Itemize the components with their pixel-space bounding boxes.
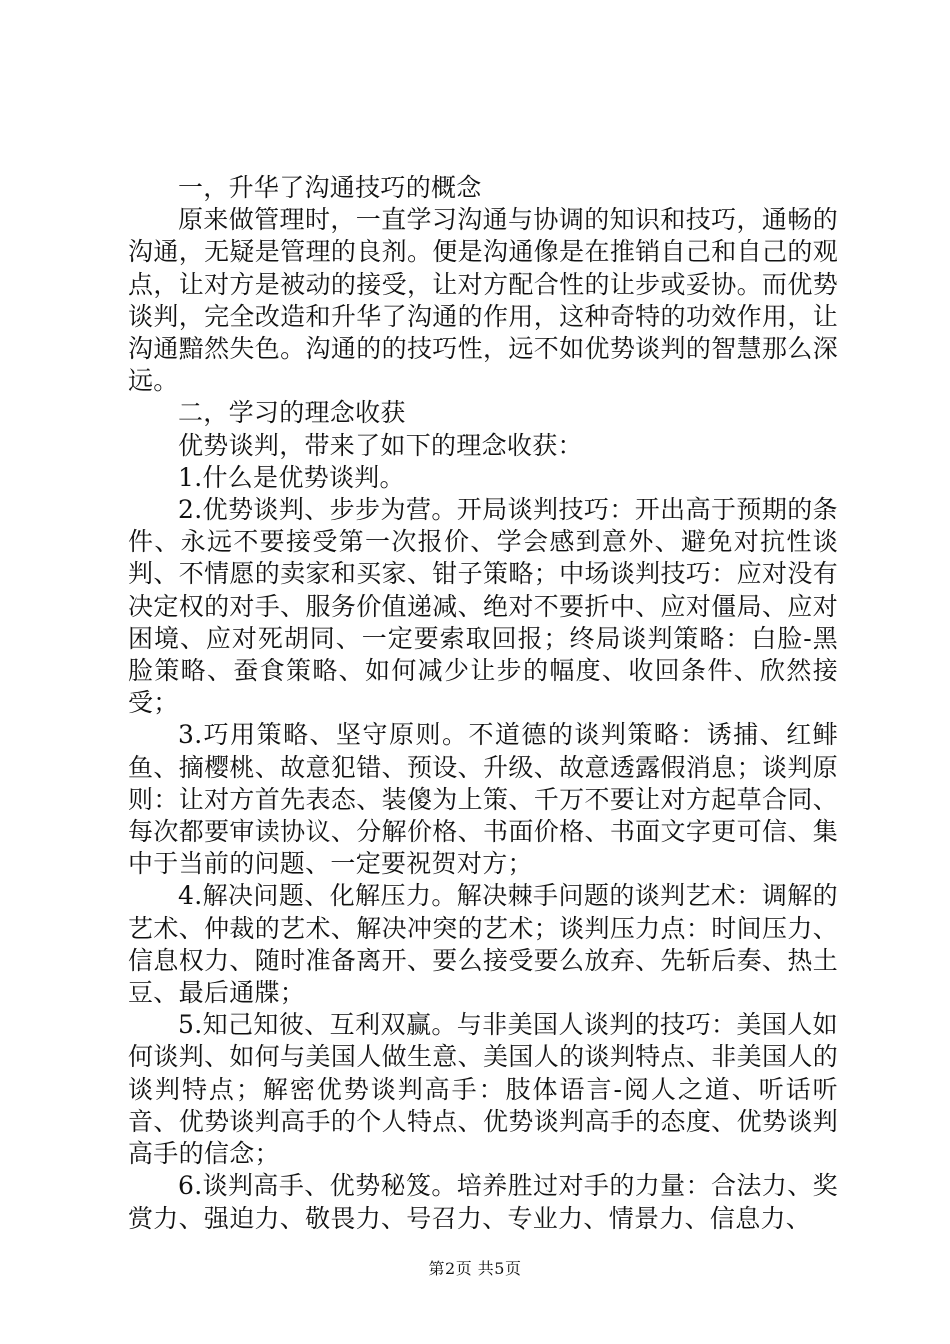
list-item-2: 2.优势谈判、步步为营。开局谈判技巧：开出高于预期的条件、永远不要接受第一次报价、学会感到意外、避免对抗性谈判、不情愿的卖家和买家、钳子策略；中场谈判技巧：应对没有决定权的对手、服务价值递减、绝对不要折中、应对僵局、应对困境、应对死胡同、一定要索取回报；终局谈判策略：白脸-黑脸策略、蚕食策略、如何减少让步的幅度、收回条件、欣然接受； <box>128 495 838 718</box>
body-paragraph: 原来做管理时，一直学习沟通与协调的知识和技巧，通畅的沟通，无疑是管理的良剂。便是沟通像是在推销自己和自己的观点，让对方是被动的接受，让对方配合性的让步或妥协。而优势谈判，完全改造和升华了沟通的作用，这种奇特的功效作用，让沟通黯然失色。沟通的的技巧性，远不如优势谈判的智慧那么深远。 <box>128 205 838 396</box>
page-number-footer: 第2页 共5页 <box>428 1259 522 1278</box>
list-item-6: 6.谈判高手、优势秘笈。培养胜过对手的力量：合法力、奖赏力、强迫力、敬畏力、号召力、专业力、情景力、信息力、 <box>128 1171 838 1233</box>
section-heading-1: 一，升华了沟通技巧的概念 <box>178 173 482 202</box>
body-paragraph: 优势谈判，带来了如下的理念收获： <box>178 430 583 460</box>
section-heading-2: 二，学习的理念收获 <box>178 398 406 428</box>
list-item-4: 4.解决问题、化解压力。解决棘手问题的谈判艺术：调解的艺术、仲裁的艺术、解决冲突的艺术；谈判压力点：时间压力、信息权力、随时准备离开、要么接受要么放弃、先斩后奏、热土豆、最后通牒； <box>128 881 838 1008</box>
list-item-3: 3.巧用策略、坚守原则。不道德的谈判策略：诱捕、红鲱鱼、摘樱桃、故意犯错、预设、升级、故意透露假消息；谈判原则：让对方首先表态、装傻为上策、千万不要让对方起草合同、每次都要审读协议、分解价格、书面价格、书面文字更可信、集中于当前的问题、一定要祝贺对方； <box>128 720 838 879</box>
document-body <box>128 172 838 1235</box>
list-item-1: 1.什么是优势谈判。 <box>178 462 405 492</box>
list-item-5: 5.知己知彼、互利双赢。与非美国人谈判的技巧：美国人如何谈判、如何与美国人做生意、美国人的谈判特点、非美国人的谈判特点；解密优势谈判高手：肢体语言-阅人之道、听话听音、优势谈判高手的个人特点、优势谈判高手的态度、优势谈判高手的信念； <box>128 1010 838 1169</box>
